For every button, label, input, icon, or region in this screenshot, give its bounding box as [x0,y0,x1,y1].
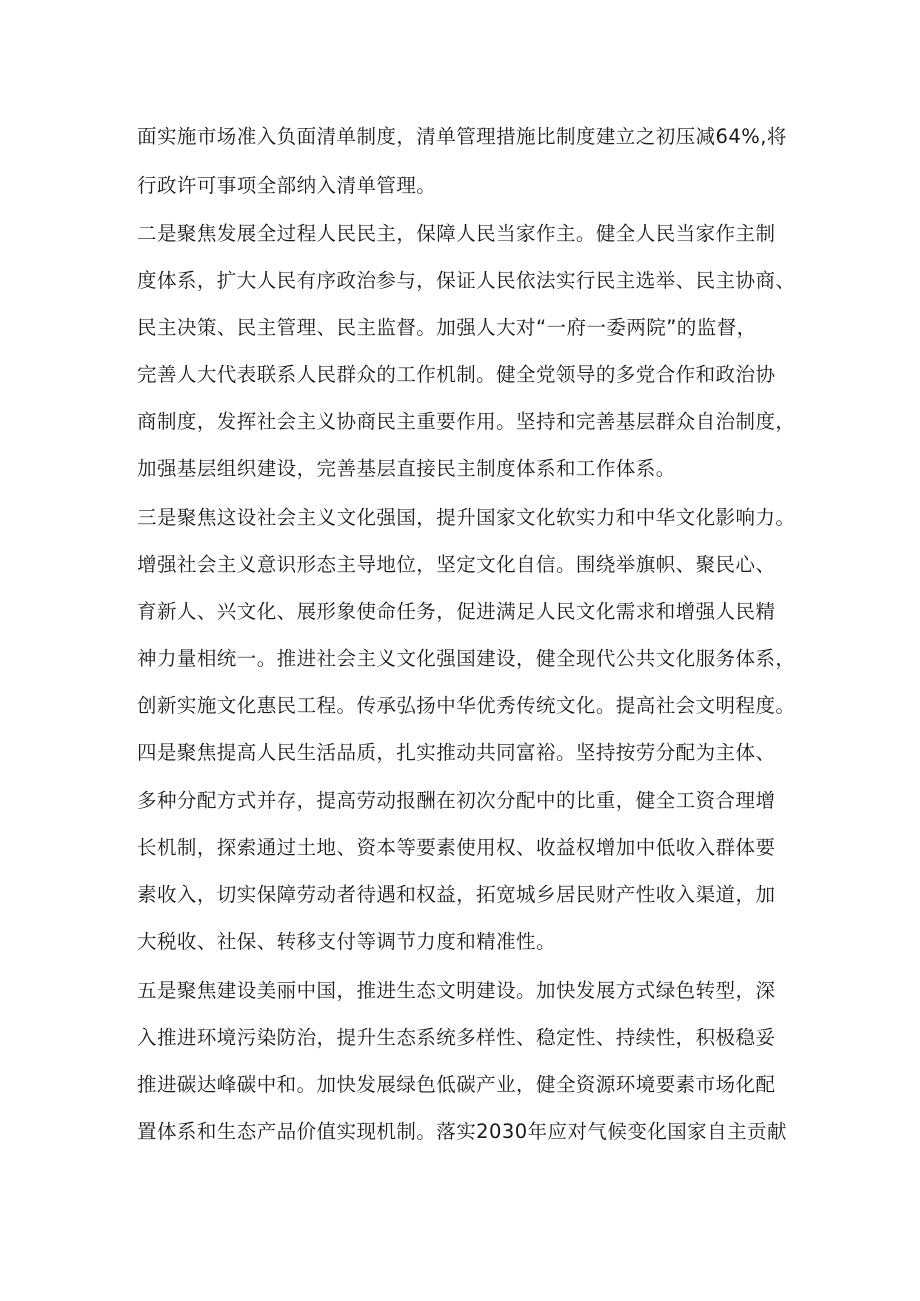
text-line: 二是聚焦发展全过程人民民主，保障人民当家作主。健全人民当家作主制 [137,222,776,245]
text-line: 育新人、兴文化、展形象使命任务，促进满足人民文化需求和增强人民精 [137,600,776,623]
text-line: 民主决策、民主管理、民主监督。加强人大对“一府一委两院”的监督， [137,316,757,339]
text-line: 行政许可事项全部纳入清单管理。 [137,174,437,197]
text-line: 大税收、社保、转移支付等调节力度和精准性。 [137,930,556,953]
text-line: 入推进环境污染防治，提升生态系统多样性、稳定性、持续性，积极稳妥 [137,1026,776,1049]
text-line: 增强社会主义意识形态主导地位，坚定文化自信。围绕举旗帜、聚民心、 [137,553,776,576]
text-line: 四是聚焦提高人民生活品质，扎实推动共同富裕。坚持按劳分配为主体、 [137,741,776,764]
text-line: 创新实施文化惠民工程。传承弘扬中华优秀传统文化。提高社会文明程度。 [137,694,796,717]
text-line: 度体系，扩大人民有序政治参与，保证人民依法实行民主选举、民主协商、 [137,269,796,292]
text-line: 素收入，切实保障劳动者待遇和权益，拓宽城乡居民财产性收入渠道，加 [137,883,776,906]
text-line: 长机制，探索通过土地、资本等要素使用权、收益权增加中低收入群体要 [137,836,776,859]
text-line: 商制度，发挥社会主义协商民主重要作用。坚持和完善基层群众自治制度， [137,410,796,433]
text-line: 神力量相统一。推进社会主义文化强国建设，健全现代公共文化服务体系， [137,647,796,670]
text-line: 三是聚焦这设社会主义文化强国，提升国家文化软实力和中华文化影响力。 [137,506,796,529]
text-line: 置体系和生态产品价值实现机制。落实2030年应对气候变化国家自主贡献 [137,1120,787,1143]
text-line: 五是聚焦建设美丽中国，推进生态文明建设。加快发展方式绿色转型，深 [137,979,776,1002]
text-line: 多种分配方式并存，提高劳动报酬在初次分配中的比重，健全工资合理增 [137,789,776,812]
text-line: 推进碳达峰碳中和。加快发展绿色低碳产业，健全资源环境要素市场化配 [137,1073,776,1096]
text-line: 面实施市场准入负面清单制度，清单管理措施比制度建立之初压减64%,将 [137,125,787,148]
text-line: 完善人大代表联系人民群众的工作机制。健全党领导的多党合作和政治协 [137,363,776,386]
text-line: 加强基层组织建设，完善基层直接民主制度体系和工作体系。 [137,457,676,480]
